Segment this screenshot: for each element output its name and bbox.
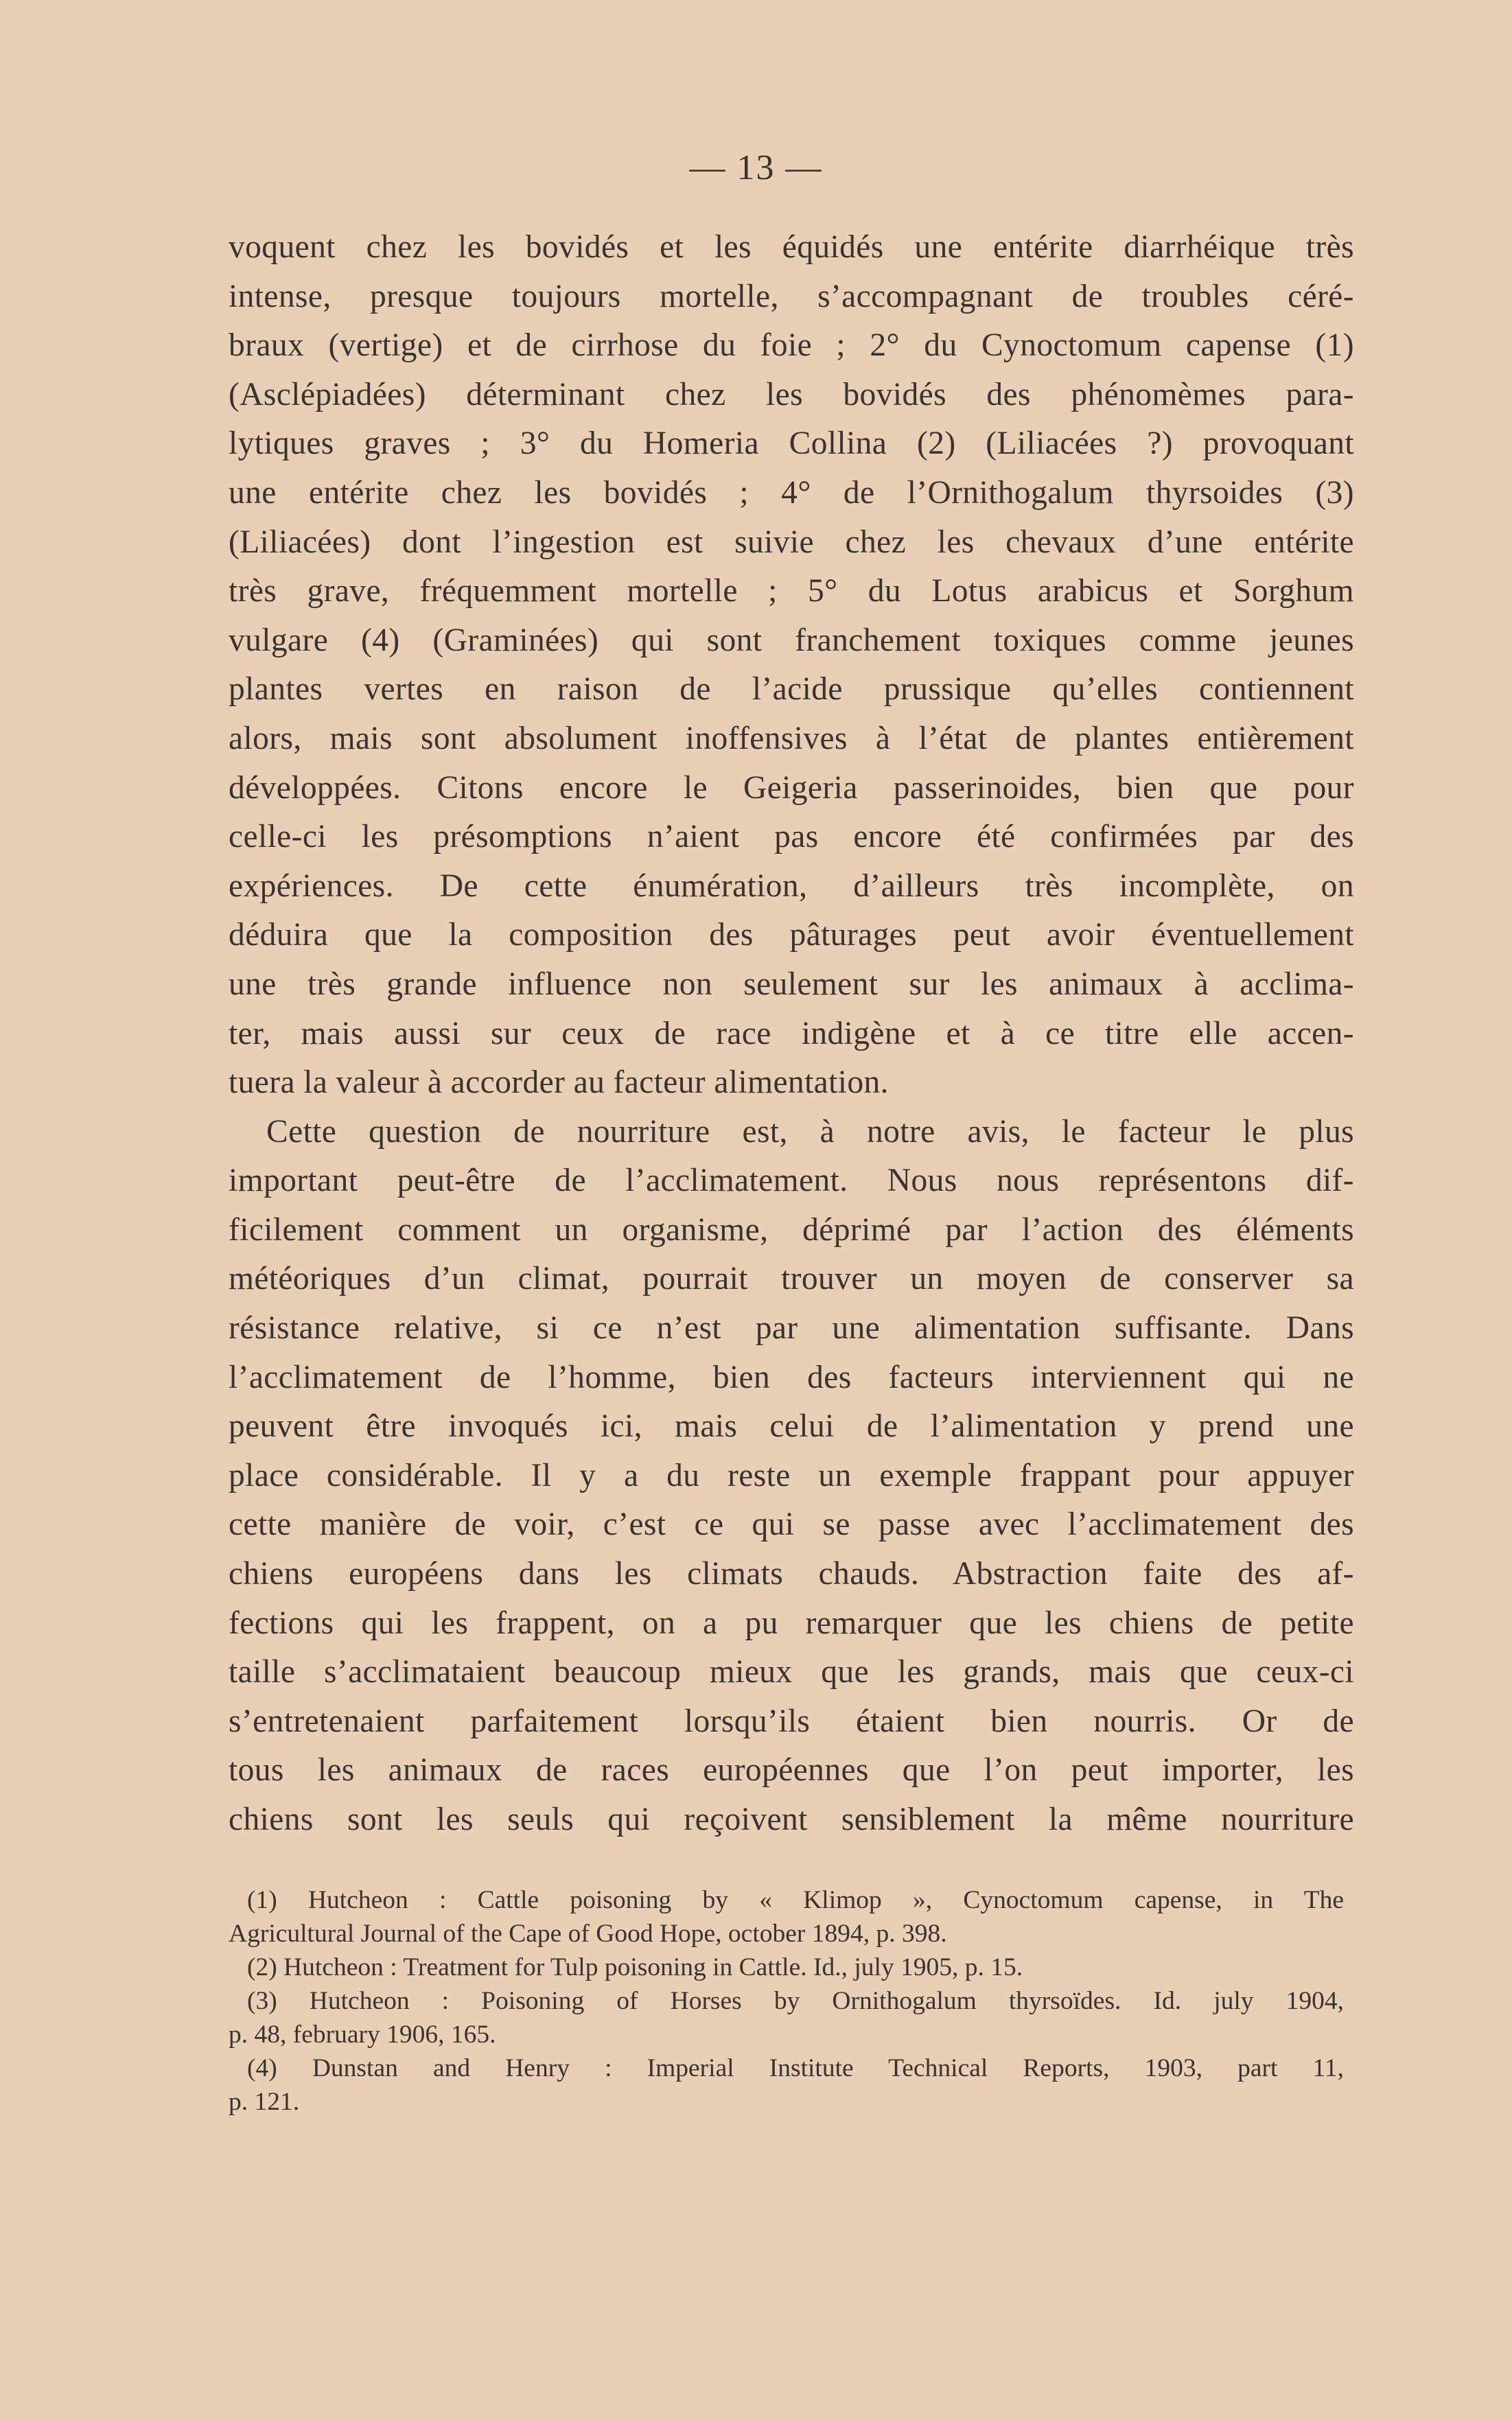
text-line: ficilement comment un organisme, déprimé par l’action des éléments <box>229 1211 1354 1248</box>
text-line: chiens européens dans les climats chauds. Abstraction faite des af- <box>229 1556 1354 1592</box>
paragraph-1 <box>229 223 1354 1108</box>
text-line: fections qui les frappent, on a pu remarquer que les chiens de petite <box>229 1605 1354 1641</box>
text-line: (Liliacées) dont l’ingestion est suivie chez les chevaux d’une entérite <box>229 524 1354 560</box>
text-line: plantes vertes en raison de l’acide prussique qu’elles contiennent <box>229 671 1354 708</box>
text-line: taille s’acclimataient beaucoup mieux que les grands, mais que ceux-ci <box>229 1654 1354 1690</box>
footnotes <box>229 1883 1344 2119</box>
text-line: expériences. De cette énumération, d’ailleurs très incomplète, on <box>229 868 1354 904</box>
footnote-1 <box>229 1883 1344 1951</box>
text-line: lytiques graves ; 3° du Homeria Collina (2) (Liliacées ?) provoquant <box>229 426 1354 462</box>
text-line: météoriques d’un climat, pourrait trouver un moyen de conserver sa <box>229 1261 1354 1297</box>
text-line: voquent chez les bovidés et les équidés une entérite diarrhéique très <box>229 229 1354 265</box>
paragraph-2 <box>229 1108 1354 1845</box>
text-line: une entérite chez les bovidés ; 4° de l’Ornithogalum thyrsoides (3) <box>229 474 1354 511</box>
page-number: — 13 — <box>689 148 823 187</box>
text-line: place considérable. Il y a du reste un exemple frappant pour appuyer <box>229 1457 1354 1493</box>
footnote-line: p. 48, february 1906, 165. <box>229 2021 496 2049</box>
text-line: très grave, fréquemment mortelle ; 5° du Lotus arabicus et Sorghum <box>229 573 1354 609</box>
footnote-line: Agricultural Journal of the Cape of Good Hope, october 1894, p. 398. <box>229 1920 947 1948</box>
text-line: résistance relative, si ce n’est par une alimentation suffisante. Dans <box>229 1310 1354 1347</box>
text-line: une très grande influence non seulement sur les animaux à acclima- <box>229 966 1354 1002</box>
text-line: l’acclimatement de l’homme, bien des facteurs interviennent qui ne <box>229 1359 1354 1395</box>
text-line: cette manière de voir, c’est ce qui se passe avec l’acclimatement des <box>229 1506 1354 1543</box>
footnote-line: (1) Hutcheon : Cattle poisoning by « Klimop », Cynoctomum capense, in The <box>247 1886 1344 1914</box>
footnote-line: p. 121. <box>229 2088 300 2116</box>
text-line: tous les animaux de races européennes que l’on peut importer, les <box>229 1752 1354 1789</box>
text-line: braux (vertige) et de cirrhose du foie ; 2° du Cynoctomum capense (1) <box>229 327 1354 364</box>
text-line: important peut-être de l’acclimatement. Nous nous représentons dif- <box>229 1163 1354 1199</box>
text-line: tuera la valeur à accorder au facteur alimentation. <box>229 1064 889 1101</box>
text-line: (Asclépiadées) déterminant chez les bovidés des phénomèmes para- <box>229 376 1354 412</box>
footnote-4 <box>229 2051 1344 2119</box>
text-line: développées. Citons encore le Geigeria passerinoides, bien que pour <box>229 769 1354 806</box>
text-line: celle-ci les présomptions n’aient pas encore été confirmées par des <box>229 819 1354 855</box>
footnote-line: (3) Hutcheon : Poisoning of Horses by Ornithogalum thyrsoïdes. Id. july 1904, <box>247 1987 1344 2015</box>
text-line: intense, presque toujours mortelle, s’accompagnant de troubles céré- <box>229 278 1354 314</box>
text-line: Cette question de nourriture est, à notre avis, le facteur le plus <box>266 1113 1354 1150</box>
text-line: déduira que la composition des pâturages peut avoir éventuellement <box>229 917 1354 953</box>
footnote-line: (2) Hutcheon : Treatment for Tulp poisoning in Cattle. Id., july 1905, p. 15. <box>247 1953 1023 1981</box>
text-line: ter, mais aussi sur ceux de race indigène et à ce titre elle accen- <box>229 1015 1354 1051</box>
text-line: chiens sont les seuls qui reçoivent sensiblement la même nourriture <box>229 1802 1354 1837</box>
text-line: peuvent être invoqués ici, mais celui de l’alimentation y prend une <box>229 1408 1354 1445</box>
body-text <box>229 223 1354 1845</box>
text-line: alors, mais sont absolument inoffensives à l’état de plantes entièrement <box>229 720 1354 756</box>
text-line: vulgare (4) (Graminées) qui sont franchement toxiques comme jeunes <box>229 622 1354 658</box>
footnote-3 <box>229 1984 1344 2051</box>
text-line: s’entretenaient parfaitement lorsqu’ils étaient bien nourris. Or de <box>229 1703 1354 1739</box>
footnote-line: (4) Dunstan and Henry : Imperial Institute Technical Reports, 1903, part 11, <box>247 2054 1344 2082</box>
footnote-2 <box>229 1951 1344 1984</box>
